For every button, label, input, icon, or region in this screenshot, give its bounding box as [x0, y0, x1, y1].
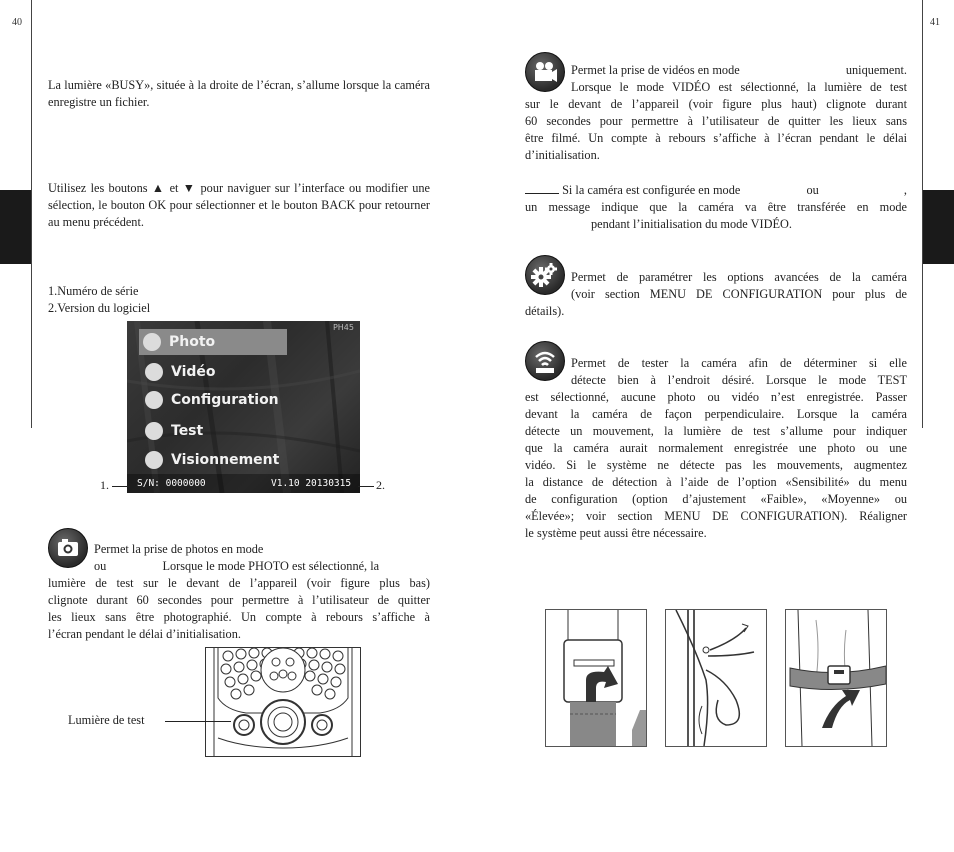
- test-light-callout-line: [165, 721, 231, 722]
- menu-item-configuration[interactable]: Configuration: [141, 387, 291, 413]
- list-item-version: 2.Version du logiciel: [48, 301, 151, 315]
- menu-item-visionnement[interactable]: Visionnement: [141, 447, 291, 473]
- menu-item-video[interactable]: Vidéo: [141, 359, 291, 385]
- ir-led-array: [206, 648, 360, 756]
- strap-tree-illustration: [785, 609, 887, 747]
- screen-status-bar: [127, 474, 360, 493]
- menu-item-photo[interactable]: Photo: [139, 329, 287, 355]
- screen-info-list: [48, 283, 348, 317]
- camera-menu-screen: [127, 321, 360, 493]
- page-number-right: 41: [930, 17, 940, 28]
- callout-1-line: [112, 486, 130, 487]
- strap-buckle-illustration: [545, 609, 647, 747]
- menu-item-test[interactable]: Test: [141, 418, 291, 444]
- photo-mode-paragraph: Permet la prise de photos en mode ou Lorsque le mode PHOTO est sélectionné, la lumière de test sur le devant de l’appareil (voir figure plus bas) clignote durant 60 secondes pour permettre à l’utilisateur de quitter les lieux sans être photographié. Un compte à rebours s’affiche à l’écran pendant le délai d’initialisation.: [48, 542, 430, 641]
- note-underline: [525, 192, 559, 194]
- video-mode-paragraph: Permet la prise de vidéos en mode uniquement. Lorsque le mode VIDÉO est sélectionné, la lumière de test sur le devant de l’appareil (voir figure plus haut) clignote durant 60 secondes pour permettre à l’utilisateur de quitter les lieux sans être filmé. Un compte à rebours s’affiche à l’écran pendant le délai d’initialisation.: [525, 63, 907, 162]
- screen-corner-label: PH45: [332, 323, 354, 332]
- camera-icon: [143, 333, 161, 351]
- signal-icon: [145, 422, 163, 440]
- video-camera-icon: [145, 363, 163, 381]
- firmware-version: V1.10 20130315: [271, 478, 352, 489]
- callout-2-label: 2.: [376, 478, 385, 492]
- serial-number: S/N: 0000000: [137, 478, 206, 489]
- eye-icon: [145, 451, 163, 469]
- callout-2-line: [358, 486, 374, 487]
- left-margin-line: [31, 0, 32, 428]
- video-note-paragraph: Si la caméra est configurée en mode ou , un message indique que la caméra va être transférée en mode pendant l’initialisation du mode VIDÉO.: [525, 183, 907, 231]
- camera-front-illustration: [205, 647, 361, 757]
- list-item-serial: 1.Numéro de série: [48, 284, 139, 298]
- busy-light-paragraph: La lumière «BUSY», située à la droite de l’écran, s’allume lorsque la caméra enregistre un fichier.: [48, 78, 430, 109]
- page-number-left: 40: [12, 17, 22, 28]
- gears-icon: [145, 391, 163, 409]
- left-thumb-tab: [0, 190, 31, 264]
- configuration-mode-paragraph: Permet de paramétrer les options avancées de la caméra (voir section MENU DE CONFIGURATION pour plus de détails).: [525, 270, 907, 318]
- right-thumb-tab: [923, 190, 954, 264]
- callout-1-label: 1.: [100, 478, 109, 492]
- test-light-label: Lumière de test: [68, 713, 145, 727]
- strap-loop-illustration: [665, 609, 767, 747]
- test-mode-paragraph: Permet de tester la caméra afin de déterminer si elle détecte bien à l’endroit désiré. Lorsque le mode TEST est sélectionné, aucune photo ou vidéo n’est enregistrée. Passer devant la caméra de façon perpendiculaire. Lorsque la caméra détecte un mouvement, la lumière de test s’allume pour indiquer que la caméra aurait normalement enregistrée une photo ou une vidéo. Si le système ne détecte pas les mouvements, augmentez la distance de détection à l’aide de l’option «Sensibilité» du menu de configuration (option d’ajustement «Faible», «Moyenne» ou «Élevée»; voir section MENU DE CONFIGURATION). Réaligner le système peut aussi être nécessaire.: [525, 356, 907, 540]
- navigation-paragraph: Utilisez les boutons ▲ et ▼ pour naviguer sur l’interface ou modifier une sélection, le bouton OK pour sélectionner et le bouton BACK pour retourner au menu précédent.: [48, 181, 430, 229]
